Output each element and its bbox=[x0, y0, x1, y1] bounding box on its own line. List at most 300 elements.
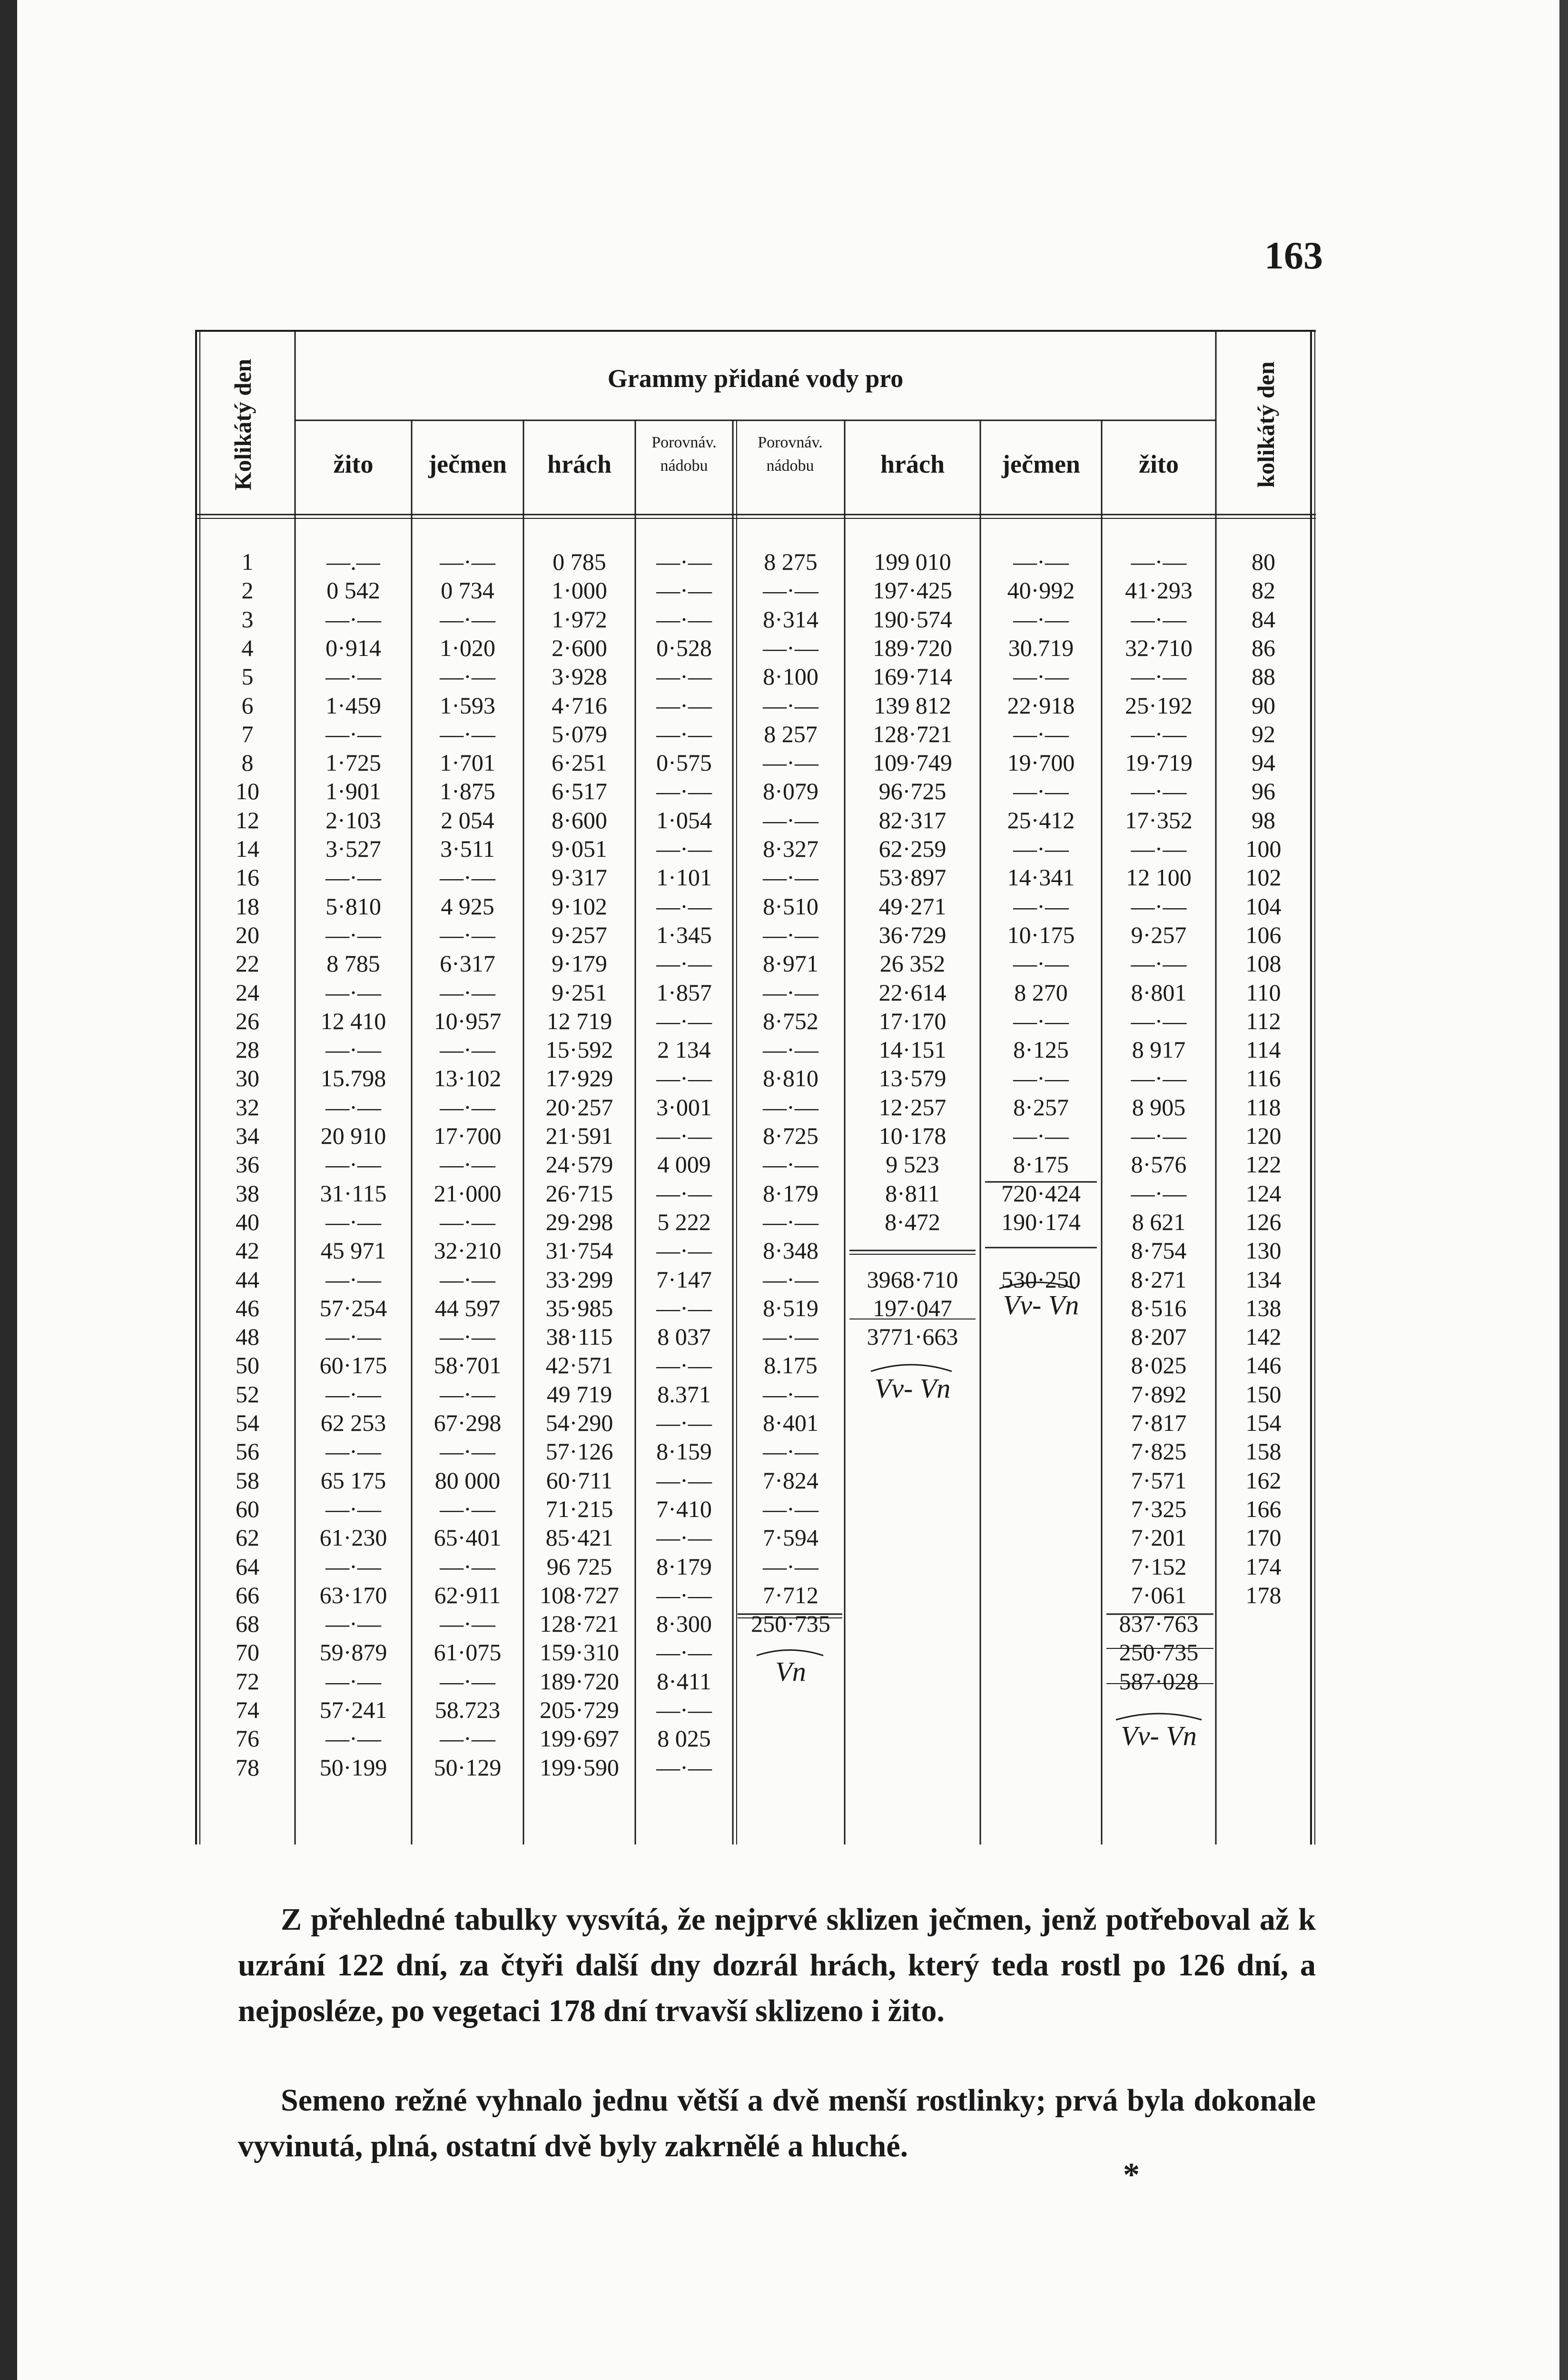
day-cell: 1 bbox=[241, 548, 254, 575]
value-cell: —·— bbox=[1013, 606, 1069, 633]
value-cell: 19·719 bbox=[1125, 749, 1193, 776]
value-cell: 197·425 bbox=[873, 577, 952, 604]
value-cell: —·— bbox=[763, 1323, 819, 1350]
value-cell: 57·241 bbox=[319, 1696, 387, 1723]
value-cell: —·— bbox=[763, 692, 819, 719]
value-cell: —·— bbox=[656, 663, 712, 690]
day-cell: 5 bbox=[241, 663, 254, 690]
value-cell: 8·271 bbox=[1131, 1266, 1187, 1293]
value-cell: 1·054 bbox=[656, 807, 712, 833]
value-cell: 96 725 bbox=[546, 1553, 612, 1580]
table-header-title: Grammy přidané vody pro bbox=[607, 364, 904, 393]
day-cell: 72 bbox=[236, 1668, 259, 1695]
value-cell: 8·810 bbox=[763, 1065, 819, 1091]
value-cell: —·— bbox=[1131, 778, 1187, 804]
value-cell: 20 910 bbox=[320, 1122, 386, 1149]
day-cell: 70 bbox=[236, 1639, 259, 1666]
value-cell: 109·749 bbox=[873, 749, 952, 776]
value-cell: —·— bbox=[1131, 606, 1187, 633]
value-cell: —·— bbox=[325, 1323, 381, 1350]
value-cell: 8 270 bbox=[1014, 979, 1068, 1006]
value-cell: —·— bbox=[763, 922, 819, 948]
value-cell: 10·957 bbox=[434, 1008, 502, 1034]
value-cell: 8·510 bbox=[763, 893, 819, 920]
value-cell: —·— bbox=[656, 1582, 712, 1608]
page-number: 163 bbox=[1264, 234, 1323, 277]
value-cell: —·— bbox=[440, 1094, 495, 1121]
value-cell: 58.723 bbox=[434, 1696, 501, 1723]
day-cell-right: 154 bbox=[1245, 1409, 1282, 1436]
value-cell: 8·314 bbox=[763, 606, 819, 633]
value-cell: —·— bbox=[1013, 663, 1069, 690]
value-cell: 1·725 bbox=[325, 749, 381, 776]
value-cell: 6·317 bbox=[440, 950, 495, 977]
value-cell: —·— bbox=[763, 577, 819, 604]
value-cell: —·— bbox=[325, 1610, 381, 1637]
value-cell: —·— bbox=[656, 950, 712, 977]
value-cell: 49 719 bbox=[546, 1381, 612, 1408]
value-cell: 8·175 bbox=[1013, 1151, 1069, 1178]
formula-vv-vn-jecmen: Vv- Vn bbox=[1003, 1289, 1079, 1320]
value-cell: 26 352 bbox=[879, 950, 946, 977]
value-cell: 7·712 bbox=[763, 1582, 819, 1608]
value-cell: 19·700 bbox=[1007, 749, 1075, 776]
value-cell: —·— bbox=[1013, 1008, 1069, 1034]
value-cell: —·— bbox=[1131, 721, 1187, 747]
day-cell-right: 126 bbox=[1245, 1209, 1282, 1235]
day-cell-right: 146 bbox=[1245, 1352, 1282, 1378]
value-cell: 61·075 bbox=[434, 1639, 502, 1666]
value-cell: 6·517 bbox=[552, 778, 607, 804]
value-cell: 25·412 bbox=[1007, 807, 1075, 833]
value-cell: 7·325 bbox=[1131, 1496, 1187, 1522]
value-cell: 22·614 bbox=[878, 979, 947, 1006]
value-cell: 0·914 bbox=[325, 635, 381, 661]
value-cell: —·— bbox=[1013, 950, 1069, 977]
day-cell-right: 150 bbox=[1245, 1381, 1282, 1408]
day-cell-right: 120 bbox=[1245, 1122, 1282, 1149]
value-cell: —·— bbox=[325, 1496, 381, 1522]
value-cell: 82·317 bbox=[878, 807, 947, 833]
value-cell: 8·752 bbox=[763, 1008, 819, 1034]
footnote-mark: * bbox=[1123, 2157, 1140, 2193]
value-cell: 9·179 bbox=[552, 950, 607, 977]
value-cell: 0·528 bbox=[656, 635, 712, 661]
value-cell: —·— bbox=[1131, 893, 1187, 920]
value-cell: 0 785 bbox=[552, 548, 606, 575]
value-cell: 22·918 bbox=[1007, 692, 1075, 719]
value-cell: 8·401 bbox=[763, 1409, 819, 1436]
paragraph-1: Z přehledné tabulky vysvítá, že nejprvé sklizen ječmen, jenž potřeboval až k uzrání 122 dní, za čtyři další dny dozrál hrách, který teda rostl po 126 dní, a nejposléze, po vegetaci 178 dní trvavší sklizeno i žito. bbox=[238, 1902, 1316, 2028]
value-cell: 8 275 bbox=[764, 548, 818, 575]
value-cell: 40·992 bbox=[1007, 577, 1075, 604]
day-cell-right: 162 bbox=[1245, 1467, 1282, 1494]
value-cell: 85·421 bbox=[545, 1524, 613, 1551]
day-cell: 50 bbox=[236, 1352, 259, 1378]
value-cell: 50·129 bbox=[434, 1754, 502, 1781]
day-cell-right: 88 bbox=[1252, 663, 1275, 690]
day-cell: 34 bbox=[236, 1122, 259, 1149]
value-cell: 8·754 bbox=[1131, 1237, 1187, 1264]
value-cell: —·— bbox=[763, 1094, 819, 1121]
value-cell: —·— bbox=[325, 1668, 381, 1695]
value-cell: 17·352 bbox=[1125, 807, 1193, 833]
value-cell: 7·201 bbox=[1131, 1524, 1187, 1551]
value-cell: —·— bbox=[325, 1438, 381, 1465]
value-cell: —·— bbox=[656, 1122, 712, 1149]
day-cell: 14 bbox=[236, 835, 259, 862]
value-cell: 8 037 bbox=[657, 1323, 711, 1350]
value-cell: 8.371 bbox=[657, 1381, 711, 1408]
day-cell-right: 80 bbox=[1252, 548, 1275, 575]
value-cell: 8 785 bbox=[326, 950, 380, 977]
value-cell: 26·715 bbox=[545, 1180, 613, 1207]
value-cell: —·— bbox=[440, 1323, 495, 1350]
value-cell: 8·179 bbox=[763, 1180, 819, 1207]
data-table bbox=[195, 330, 1316, 1844]
paragraph-2: Semeno režné vyhnalo jednu větší a dvě menší rostlinky; prvá byla dokonale vyvinutá, plná, ostatní dvě byly zakrnělé a hluché. bbox=[238, 2083, 1316, 2163]
day-cell: 36 bbox=[236, 1151, 259, 1178]
value-cell: 9·257 bbox=[1131, 922, 1187, 948]
day-cell-right: 178 bbox=[1245, 1582, 1282, 1608]
value-cell: 17·700 bbox=[434, 1122, 502, 1149]
value-cell: 30.719 bbox=[1008, 635, 1074, 661]
value-cell: 8·576 bbox=[1131, 1151, 1187, 1178]
value-cell: —·— bbox=[1013, 893, 1069, 920]
value-cell: —·— bbox=[1013, 1122, 1069, 1149]
value-cell: —·— bbox=[440, 1438, 495, 1465]
day-cell: 22 bbox=[236, 950, 259, 977]
value-cell: 44 597 bbox=[434, 1295, 501, 1321]
value-cell: 199·590 bbox=[540, 1754, 619, 1781]
value-cell: —·— bbox=[440, 548, 495, 575]
value-cell: 8.175 bbox=[764, 1352, 818, 1378]
day-cell: 6 bbox=[241, 692, 254, 719]
day-cell-right: 92 bbox=[1252, 721, 1275, 747]
right-axis-label: kolikátý den bbox=[1252, 361, 1279, 488]
day-cell: 54 bbox=[236, 1409, 259, 1436]
day-cell-right: 112 bbox=[1246, 1008, 1281, 1034]
day-cell-right: 106 bbox=[1245, 922, 1282, 948]
value-cell: 57·126 bbox=[545, 1438, 613, 1465]
day-cell-right: 122 bbox=[1245, 1151, 1282, 1178]
value-cell: 12 100 bbox=[1126, 864, 1192, 891]
day-cell-right: 96 bbox=[1252, 778, 1275, 804]
day-cell: 28 bbox=[236, 1036, 259, 1063]
value-cell: 8·257 bbox=[1013, 1094, 1069, 1121]
value-cell: 12 719 bbox=[546, 1008, 612, 1034]
value-cell: —·— bbox=[1013, 835, 1069, 862]
value-cell: 1·972 bbox=[552, 606, 607, 633]
value-cell: —·— bbox=[325, 606, 381, 633]
value-cell: 14·151 bbox=[878, 1036, 947, 1063]
day-cell: 32 bbox=[236, 1094, 259, 1121]
value-cell: 199·697 bbox=[540, 1725, 619, 1752]
day-cell: 12 bbox=[236, 807, 259, 833]
day-cell: 44 bbox=[236, 1266, 259, 1293]
value-cell: 35·985 bbox=[545, 1295, 613, 1321]
value-cell: 4·716 bbox=[552, 692, 607, 719]
value-cell: 1·875 bbox=[440, 778, 495, 804]
value-cell: 199 010 bbox=[874, 548, 951, 575]
value-cell: 8·179 bbox=[656, 1553, 712, 1580]
value-cell: —·— bbox=[656, 692, 712, 719]
value-cell: 62·259 bbox=[878, 835, 947, 862]
value-cell: —·— bbox=[656, 606, 712, 633]
day-cell-right: 104 bbox=[1245, 893, 1282, 920]
left-axis-label: Kolikátý den bbox=[229, 358, 256, 491]
value-cell: 8·725 bbox=[763, 1122, 819, 1149]
value-cell: —·— bbox=[325, 1036, 381, 1063]
value-cell: —·— bbox=[763, 1036, 819, 1063]
day-cell: 78 bbox=[236, 1754, 259, 1781]
value-cell: —·— bbox=[325, 1266, 381, 1293]
value-cell: 6·251 bbox=[552, 749, 607, 776]
day-cell: 64 bbox=[236, 1553, 259, 1580]
day-cell: 40 bbox=[236, 1209, 259, 1235]
value-cell: —·— bbox=[656, 1696, 712, 1723]
value-cell: 67·298 bbox=[434, 1409, 502, 1436]
day-cell-right: 130 bbox=[1245, 1237, 1282, 1264]
value-cell: 8·207 bbox=[1131, 1323, 1187, 1350]
day-cell: 76 bbox=[236, 1725, 259, 1752]
value-cell: 8·516 bbox=[1131, 1295, 1187, 1321]
value-cell: 205·729 bbox=[540, 1696, 619, 1723]
day-cell-right: 170 bbox=[1245, 1524, 1282, 1551]
value-cell: 3·001 bbox=[656, 1094, 712, 1121]
value-cell: —·— bbox=[656, 577, 712, 604]
value-cell: —·— bbox=[763, 635, 819, 661]
value-cell: 9·051 bbox=[552, 835, 607, 862]
value-cell: —·— bbox=[656, 548, 712, 575]
value-cell: —·— bbox=[656, 778, 712, 804]
value-cell: —·— bbox=[656, 1639, 712, 1666]
value-cell: 8·348 bbox=[763, 1237, 819, 1264]
value-cell: 5·079 bbox=[552, 721, 607, 747]
day-cell: 7 bbox=[241, 721, 254, 747]
value-cell: —·— bbox=[656, 1352, 712, 1378]
scan-edge-right bbox=[1559, 0, 1568, 2380]
day-cell-right: 84 bbox=[1252, 606, 1275, 633]
value-cell: —·— bbox=[325, 663, 381, 690]
value-cell: —·— bbox=[1131, 1180, 1187, 1207]
value-cell: 0 542 bbox=[326, 577, 380, 604]
value-cell: —·— bbox=[656, 1295, 712, 1321]
value-cell: —·— bbox=[656, 1467, 712, 1494]
value-cell: —·— bbox=[1013, 1065, 1069, 1091]
value-cell: 21·000 bbox=[434, 1180, 502, 1207]
value-cell: 587·028 bbox=[1119, 1668, 1199, 1695]
day-cell-right: 94 bbox=[1252, 749, 1275, 776]
col-header-hrach: hrách bbox=[547, 450, 611, 478]
day-cell: 42 bbox=[236, 1237, 259, 1264]
value-cell: 7·594 bbox=[763, 1524, 819, 1551]
value-cell: 197·047 bbox=[873, 1295, 952, 1321]
value-cell: —·— bbox=[440, 1553, 495, 1580]
value-cell: 45 971 bbox=[320, 1237, 386, 1264]
value-cell: 250·735 bbox=[751, 1610, 830, 1637]
value-cell: 14·341 bbox=[1007, 864, 1075, 891]
value-cell: —·— bbox=[440, 1381, 495, 1408]
value-cell: —·— bbox=[1131, 663, 1187, 690]
formula-vv-vn-zito: Vv- Vn bbox=[1121, 1720, 1197, 1751]
day-cell-right: 90 bbox=[1252, 692, 1275, 719]
value-cell: 108·727 bbox=[540, 1582, 619, 1608]
col-header-porovnav-1: Porovnáv. nádobu bbox=[651, 434, 717, 475]
value-cell: 17·170 bbox=[878, 1008, 947, 1034]
value-cell: —·— bbox=[440, 606, 495, 633]
value-cell: 38·115 bbox=[546, 1323, 613, 1350]
value-cell: —·— bbox=[325, 979, 381, 1006]
value-cell: —·— bbox=[656, 1409, 712, 1436]
day-cell-right: 138 bbox=[1245, 1295, 1282, 1321]
value-cell: 12·257 bbox=[878, 1094, 947, 1121]
value-cell: 33·299 bbox=[545, 1266, 613, 1293]
day-cell: 60 bbox=[236, 1496, 259, 1522]
value-cell: —·— bbox=[763, 1381, 819, 1408]
value-cell: —·— bbox=[656, 721, 712, 747]
value-cell: 15·592 bbox=[545, 1036, 613, 1063]
day-cell: 38 bbox=[236, 1180, 259, 1207]
day-cell: 48 bbox=[236, 1323, 259, 1350]
value-cell: 8 621 bbox=[1132, 1209, 1186, 1235]
value-cell: 1·345 bbox=[656, 922, 712, 948]
day-cell: 58 bbox=[236, 1467, 259, 1494]
day-cell-right: 134 bbox=[1245, 1266, 1282, 1293]
value-cell: —·— bbox=[325, 1381, 381, 1408]
value-cell: 49·271 bbox=[878, 893, 947, 920]
value-cell: 8·327 bbox=[763, 835, 819, 862]
value-cell: 62 253 bbox=[320, 1409, 386, 1436]
value-cell: —·— bbox=[440, 1036, 495, 1063]
value-cell: 1·701 bbox=[440, 749, 495, 776]
value-cell: 8 905 bbox=[1132, 1094, 1186, 1121]
value-cell: —·— bbox=[656, 1237, 712, 1264]
value-cell: —·— bbox=[440, 721, 495, 747]
value-cell: 58·701 bbox=[434, 1352, 502, 1378]
value-cell: —·— bbox=[1131, 835, 1187, 862]
value-cell: 720·424 bbox=[1001, 1180, 1081, 1207]
value-cell: —·— bbox=[763, 1151, 819, 1178]
value-cell: 10·175 bbox=[1007, 922, 1075, 948]
value-cell: 3968·710 bbox=[867, 1266, 958, 1293]
value-cell: —·— bbox=[1013, 721, 1069, 747]
value-cell: 3·928 bbox=[552, 663, 607, 690]
value-cell: —·— bbox=[440, 1668, 495, 1695]
value-cell: 32·710 bbox=[1125, 635, 1193, 661]
value-cell: 190·574 bbox=[873, 606, 952, 633]
value-cell: —·— bbox=[763, 1209, 819, 1235]
day-cell: 16 bbox=[236, 864, 259, 891]
value-cell: —·— bbox=[763, 1496, 819, 1522]
value-cell: 9·257 bbox=[552, 922, 607, 948]
value-cell: —·— bbox=[1131, 1065, 1187, 1091]
value-cell: 189·720 bbox=[873, 635, 952, 661]
value-cell: 7·825 bbox=[1131, 1438, 1187, 1465]
value-cell: —·— bbox=[763, 749, 819, 776]
day-cell: 62 bbox=[236, 1524, 259, 1551]
day-cell: 10 bbox=[236, 778, 259, 804]
value-cell: 8·025 bbox=[1131, 1352, 1187, 1378]
value-cell: 530·250 bbox=[1001, 1266, 1081, 1293]
value-cell: 63·170 bbox=[319, 1582, 387, 1608]
value-cell: —·— bbox=[656, 1065, 712, 1091]
day-cell: 74 bbox=[236, 1696, 259, 1723]
value-cell: 7·147 bbox=[656, 1266, 712, 1293]
value-cell: 7·892 bbox=[1131, 1381, 1187, 1408]
value-cell: 0·575 bbox=[656, 749, 712, 776]
day-cell: 52 bbox=[236, 1381, 259, 1408]
value-cell: —·— bbox=[440, 922, 495, 948]
value-cell: 42·571 bbox=[545, 1352, 613, 1378]
value-cell: —·— bbox=[656, 1754, 712, 1781]
value-cell: 13·102 bbox=[434, 1065, 502, 1091]
value-cell: 139 812 bbox=[874, 692, 951, 719]
value-cell: 8·472 bbox=[885, 1209, 940, 1235]
value-cell: —·— bbox=[325, 721, 381, 747]
value-cell: 9 523 bbox=[886, 1151, 939, 1178]
day-cell: 4 bbox=[241, 635, 254, 661]
value-cell: —·— bbox=[763, 979, 819, 1006]
value-cell: —·— bbox=[440, 1496, 495, 1522]
value-cell: 17·929 bbox=[545, 1065, 613, 1091]
value-cell: 128·721 bbox=[873, 721, 952, 747]
day-cell: 26 bbox=[236, 1008, 259, 1034]
value-cell: 3·527 bbox=[325, 835, 381, 862]
value-cell: 250·735 bbox=[1119, 1639, 1199, 1666]
value-cell: 2·600 bbox=[552, 635, 607, 661]
value-cell: 13·579 bbox=[878, 1065, 947, 1091]
day-cell-right: 108 bbox=[1245, 950, 1282, 977]
value-cell: 65·401 bbox=[434, 1524, 502, 1551]
value-cell: —·— bbox=[325, 922, 381, 948]
value-cell: 128·721 bbox=[540, 1610, 619, 1637]
value-cell: 2 054 bbox=[441, 807, 494, 833]
value-cell: —·— bbox=[325, 1209, 381, 1235]
value-cell: 837·763 bbox=[1119, 1610, 1199, 1637]
value-cell: 8·411 bbox=[657, 1668, 711, 1695]
day-cell: 20 bbox=[236, 922, 259, 948]
value-cell: 5·810 bbox=[325, 893, 381, 920]
col-header-hrach-2: hrách bbox=[880, 450, 945, 478]
value-cell: —.— bbox=[326, 548, 380, 575]
day-cell: 30 bbox=[236, 1065, 259, 1091]
value-cell: —·— bbox=[1131, 1008, 1187, 1034]
value-cell: —·— bbox=[763, 1266, 819, 1293]
value-cell: —·— bbox=[440, 864, 495, 891]
value-cell: 50·199 bbox=[319, 1754, 387, 1781]
value-cell: 7·152 bbox=[1131, 1553, 1187, 1580]
value-cell: 190·174 bbox=[1001, 1209, 1081, 1235]
value-cell: 29·298 bbox=[545, 1209, 613, 1235]
value-cell: 4 925 bbox=[441, 893, 494, 920]
day-cell-right: 86 bbox=[1252, 635, 1275, 661]
value-cell: 1·020 bbox=[440, 635, 495, 661]
formula-vv-vn-hrach: Vv- Vn bbox=[874, 1373, 951, 1404]
value-cell: —·— bbox=[656, 893, 712, 920]
day-cell: 68 bbox=[236, 1610, 259, 1637]
value-cell: 1·593 bbox=[440, 692, 495, 719]
day-cell: 46 bbox=[236, 1295, 259, 1321]
value-cell: 8·801 bbox=[1131, 979, 1187, 1006]
day-cell-right: 124 bbox=[1245, 1180, 1282, 1207]
value-cell: 159·310 bbox=[540, 1639, 619, 1666]
value-cell: 2 134 bbox=[657, 1036, 711, 1063]
value-cell: 1·101 bbox=[656, 864, 712, 891]
value-cell: 8·125 bbox=[1013, 1036, 1069, 1063]
value-cell: 1·901 bbox=[325, 778, 381, 804]
value-cell: 12 410 bbox=[320, 1008, 386, 1034]
